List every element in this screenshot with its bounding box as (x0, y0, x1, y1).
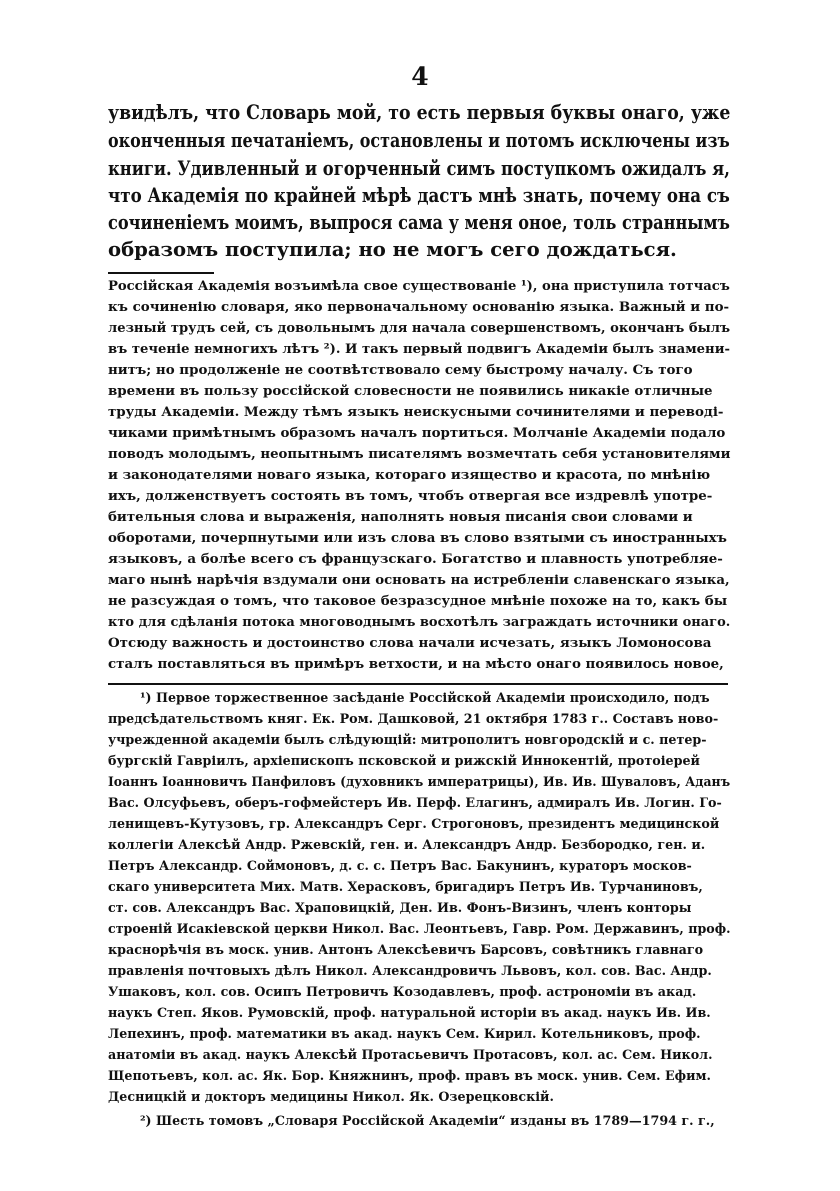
note-separator-rule (108, 272, 214, 274)
note-text-line: поводъ молодымъ, неопытнымъ писателямъ возмечтать себя установителями (108, 446, 731, 462)
footnote-line: наукъ Степ. Яков. Румовскій, проф. натуральной исторіи въ акад. наукъ Ив. Ив. (108, 1005, 711, 1020)
note-text-line: въ теченіе немногихъ лѣтъ ²). И такъ первый подвигъ Академіи былъ знамени- (108, 341, 730, 357)
note-text-line: кто для сдѣланія потока многоводнымъ восхотѣлъ заграждать источники онаго. (108, 614, 731, 630)
note-text-line: времени въ пользу россійской словесности не появились никакіе отличные (108, 383, 713, 399)
footnote-line: правленія почтовыхъ дѣлъ Никол. Александровичъ Львовъ, кол. сов. Вас. Андр. (108, 963, 712, 978)
note-text-line: ихъ, долженствуетъ состоять въ томъ, чтобъ отвергая все издревлѣ употре- (108, 488, 713, 504)
note-text-line: Отсюду важность и достоинство слова начали исчезать, языкъ Ломоносова (108, 635, 712, 651)
footnote-line: Вас. Олсуфьевъ, оберъ-гофмейстеръ Ив. Перф. Елагинъ, адмиралъ Ив. Логин. Го- (108, 795, 722, 810)
main-text-line: оконченныя печатаніемъ, остановлены и потомъ исключены изъ (108, 129, 730, 152)
footnote-line: скаго университета Мих. Матв. Херасковъ, бригадиръ Петръ Ив. Турчаниновъ, (108, 879, 703, 894)
note-text-line: Россійская Академія возъимѣла свое существованіе ¹), она приступила тотчасъ (108, 278, 730, 294)
footnote-line: Ушаковъ, кол. сов. Осипъ Петровичъ Козодавлевъ, проф. астрономіи въ акад. (108, 984, 697, 999)
footnote-line: Десницкій и докторъ медицины Никол. Як. Озерецковскій. (108, 1089, 554, 1104)
footnote-line: учрежденной академіи былъ слѣдующій: митрополитъ новгородскій и с. петер- (108, 732, 707, 747)
note-text-line: оборотами, почерпнутыми или изъ слова въ слово взятыми съ иностранныхъ (108, 530, 727, 546)
note-text-line: языковъ, а болѣе всего съ французскаго. Богатство и плавность употребляе- (108, 551, 723, 567)
footnote-line: Лепехинъ, проф. математики въ акад. наукъ Сем. Кирил. Котельниковъ, проф. (108, 1026, 701, 1041)
note-text-line: къ сочиненію словаря, яко первоначальному основанію языка. Важный и по- (108, 299, 730, 315)
note-text-line: сталъ поставляться въ примѣръ ветхости, и на мѣсто онаго появилось новое, (108, 656, 724, 672)
footnote-line: Петръ Александр. Соймоновъ, д. с. с. Петръ Вас. Бакунинъ, кураторъ москов- (108, 858, 692, 873)
main-text-line: сочиненіемъ моимъ, выпрося сама у меня оное, толь страннымъ (108, 211, 730, 234)
footnote-line: ленищевъ-Кутузовъ, гр. Александръ Серг. Строгоновъ, президентъ медицинской (108, 816, 720, 831)
footnote-line: Щепотьевъ, кол. ас. Як. Бор. Княжнинъ, проф. правъ въ моск. унив. Сем. Ефим. (108, 1068, 711, 1083)
footnote-line: ст. сов. Александръ Вас. Храповицкій, Ден. Ив. Фонъ-Визинъ, членъ конторы (108, 900, 692, 915)
main-text-line: книги. Удивленный и огорченный симъ поступкомъ ожидалъ я, (108, 157, 730, 180)
note-text-line: труды Академіи. Между тѣмъ языкъ неискусными сочинителями и переводі- (108, 404, 724, 420)
note-text-line: чиками примѣтнымъ образомъ началъ портиться. Молчаніе Академіи подало (108, 425, 726, 441)
footnote-separator-rule (108, 683, 728, 685)
footnote-line: предсѣдательствомъ княг. Ек. Ром. Дашковой, 21 октября 1783 г.. Составъ ново- (108, 711, 719, 726)
note-text-line: лезный трудъ сей, съ довольнымъ для начала совершенствомъ, окончанъ былъ (108, 320, 731, 336)
footnote-line: коллегіи Алексѣй Андр. Ржевскій, ген. и. Александръ Андр. Безбородко, ген. и. (108, 837, 706, 852)
note-text-line: не разсуждая о томъ, что таковое безразсудное мнѣніе похоже на то, какъ бы (108, 593, 728, 609)
footnote-line: анатоміи въ акад. наукъ Алексѣй Протасьевичъ Протасовъ, кол. ас. Сем. Никол. (108, 1047, 713, 1062)
footnote-line: ²) Шесть томовъ „Словаря Россійской Академіи“ изданы въ 1789—1794 г. г., (140, 1113, 715, 1128)
footnote-line: ¹) Первое торжественное засѣданіе Россійской Академіи происходило, подъ (140, 690, 710, 705)
main-text-line: что Академія по крайней мѣрѣ дастъ мнѣ знать, почему она съ (108, 184, 730, 207)
main-text-line: образомъ поступила; но не могъ сего дождаться. (108, 238, 677, 261)
footnote-line: краснорѣчія въ моск. унив. Антонъ Алексѣевичъ Барсовъ, совѣтникъ главнаго (108, 942, 704, 957)
note-text-line: и законодателями новаго языка, котораго изящество и красота, по мнѣнію (108, 467, 711, 483)
page-number: 4 (411, 62, 429, 91)
main-text-line: увидѣлъ, что Словарь мой, то есть первыя буквы онаго, уже (108, 101, 731, 124)
footnote-line: бургскій Гавріилъ, архіепископъ псковской и рижскій Иннокентій, протоіерей (108, 753, 700, 768)
note-text-line: маго нынѣ нарѣчія вздумали они основать на истребленіи славенскаго языка, (108, 572, 730, 588)
footnote-line: Іоаннъ Іоанновичъ Панфиловъ (духовникъ императрицы), Ив. Ив. Шуваловъ, Аданъ (108, 774, 731, 789)
note-text-line: бительныя слова и выраженія, наполнять новыя писанія свои словами и (108, 509, 693, 525)
footnote-line: строеній Исакіевской церкви Никол. Вас. Леонтьевъ, Гавр. Ром. Державинъ, проф. (108, 921, 731, 936)
note-text-line: нитъ; но продолженіе не соотвѣтствовало сему быстрому началу. Съ того (108, 362, 693, 378)
